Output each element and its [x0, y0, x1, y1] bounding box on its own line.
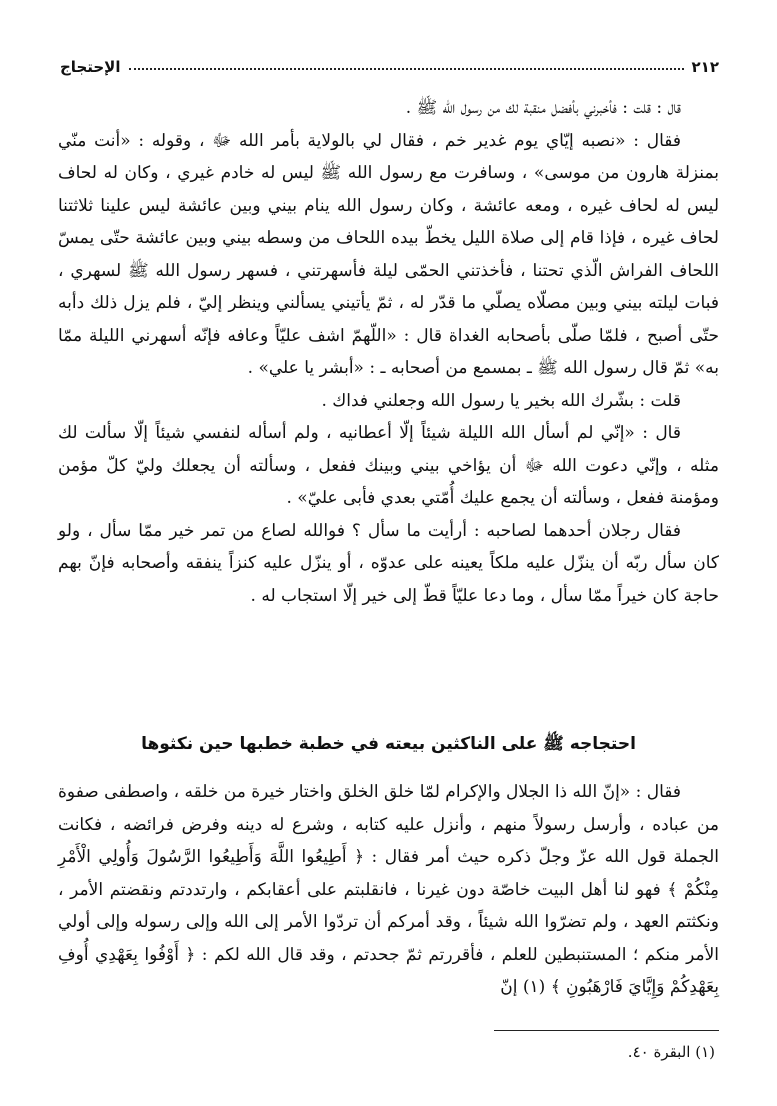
book-title: الإحتجاج	[60, 58, 121, 76]
section-text	[58, 776, 719, 1004]
running-header	[60, 46, 719, 76]
header-leader-dots	[129, 68, 684, 70]
page-number: ٢١٢	[691, 58, 719, 76]
paragraph: فقال رجلان أحدهما لصاحبه : أرأيت ما سأل ؟ فوالله لصاع من تمر خير ممّا سأل ، ولو كان سأل ربّه أن ينزّل عليه ملكاً يعينه على عدوّه ، أو ينزّل عليه كنزاً ينفقه وأصحابه فإنّ بهم حاجة كان خيراً ممّا سأل ، وما دعا عليّاً قطّ إلى خير إلّا استجاب له .	[58, 520, 719, 606]
section-heading: احتجاجه ﷺ على الناكثين بيعته في خطبة خطبها حين نكثوها	[141, 734, 636, 754]
paragraph: قلت : بشّرك الله بخير يا رسول الله وجعلني فداك .	[321, 390, 681, 411]
paragraph: فقال : «نصبه إيّاي يوم غدير خم ، فقال لي بالولاية بأمر الله ﷻ ، وقوله : «أنت منّي بمنزلة هارون من موسى» ، وسافرت مع رسول الله ﷺ ليس له خادم غيري ، وكان له لحاف ليس له لحاف غيره ، ومعه عائشة ، وكان رسول الله ينام بيني وبين عائشة ليس علينا ثلاثتنا لحاف غيره ، فإذا قام إلى صلاة الليل يخطّ بيده اللحاف من وسطه بيني وبين عائشة حتّى يمسّ اللحاف الفراش الّذي تحتنا ، فأخذتني الحمّى ليلة فأسهرتني ، فسهر رسول الله ﷺ لسهري ، فبات ليلته بيني وبين مصلّاه يصلّي ما قدّر له ، ثمّ يأتيني يسألني وينظر إليّ ، فلم يزل ذلك دأبه حتّى أصبح ، فلمّا صلّى بأصحابه الغداة قال : «اللّهمّ اشف عليّاً وعافه فإنّه أسهرني الليلة ممّا به» ثمّ قال رسول الله ﷺ ـ بمسمع من أصحابه ـ : «أبشر يا علي» .	[58, 130, 719, 378]
paragraph: فقال : «إنّ الله ذا الجلال والإكرام لمّا خلق الخلق واختار خيرة من خلقه ، واصطفى صفوة من عباده ، وأرسل رسولاً منهم ، وأنزل عليه كتابه ، وشرع له دينه وفرض فرائضه ، فكانت الجملة قول الله عزّ وجلّ ذكره حيث أمر فقال : ﴿ أَطِيعُوا اللَّهَ وَأَطِيعُوا الرَّسُولَ وَأُولِي الْأَمْرِ مِنْكُمْ ﴾ فهو لنا أهل البيت خاصّة دون غيرنا ، فانقلبتم على أعقابكم ، وارتددتم ونقضتم الأمر ، ونكثتم العهد ، ولم تضرّوا الله شيئاً ، وقد أمركم أن تردّوا الأمر إلى الله وإلى رسوله وإلى أولي الأمر منكم ؛ المستنبطين للعلم ، فأقررتم ثمّ جحدتم ، وقد قال الله لكم : ﴿ أَوْفُوا بِعَهْدِي أُوفِ بِعَهْدِكُمْ وَإِيَّايَ فَارْهَبُونِ ﴾ (١) إنّ	[58, 782, 719, 997]
footnote: (١) البقرة ٤٠.	[627, 1043, 715, 1061]
footnote-separator	[494, 1030, 719, 1031]
paragraph: قال : «إنّي لم أسأل الله الليلة شيئاً إلّا أعطانيه ، ولم أسأله لنفسي شيئاً إلّا سألت لك مثله ، وإنّي دعوت الله ﷻ أن يؤاخي بيني وبينك ففعل ، وسألته أن يجعلك وليّ كلّ مؤمن ومؤمنة ففعل ، وسألته أن يجمع عليك أُمّتي بعدي فأبى عليّ» .	[58, 423, 719, 508]
paragraph: قال : قلت : فأخبرني بأفضل منقبة لك من رسول الله ﷺ .	[405, 98, 681, 118]
main-text	[58, 92, 719, 612]
